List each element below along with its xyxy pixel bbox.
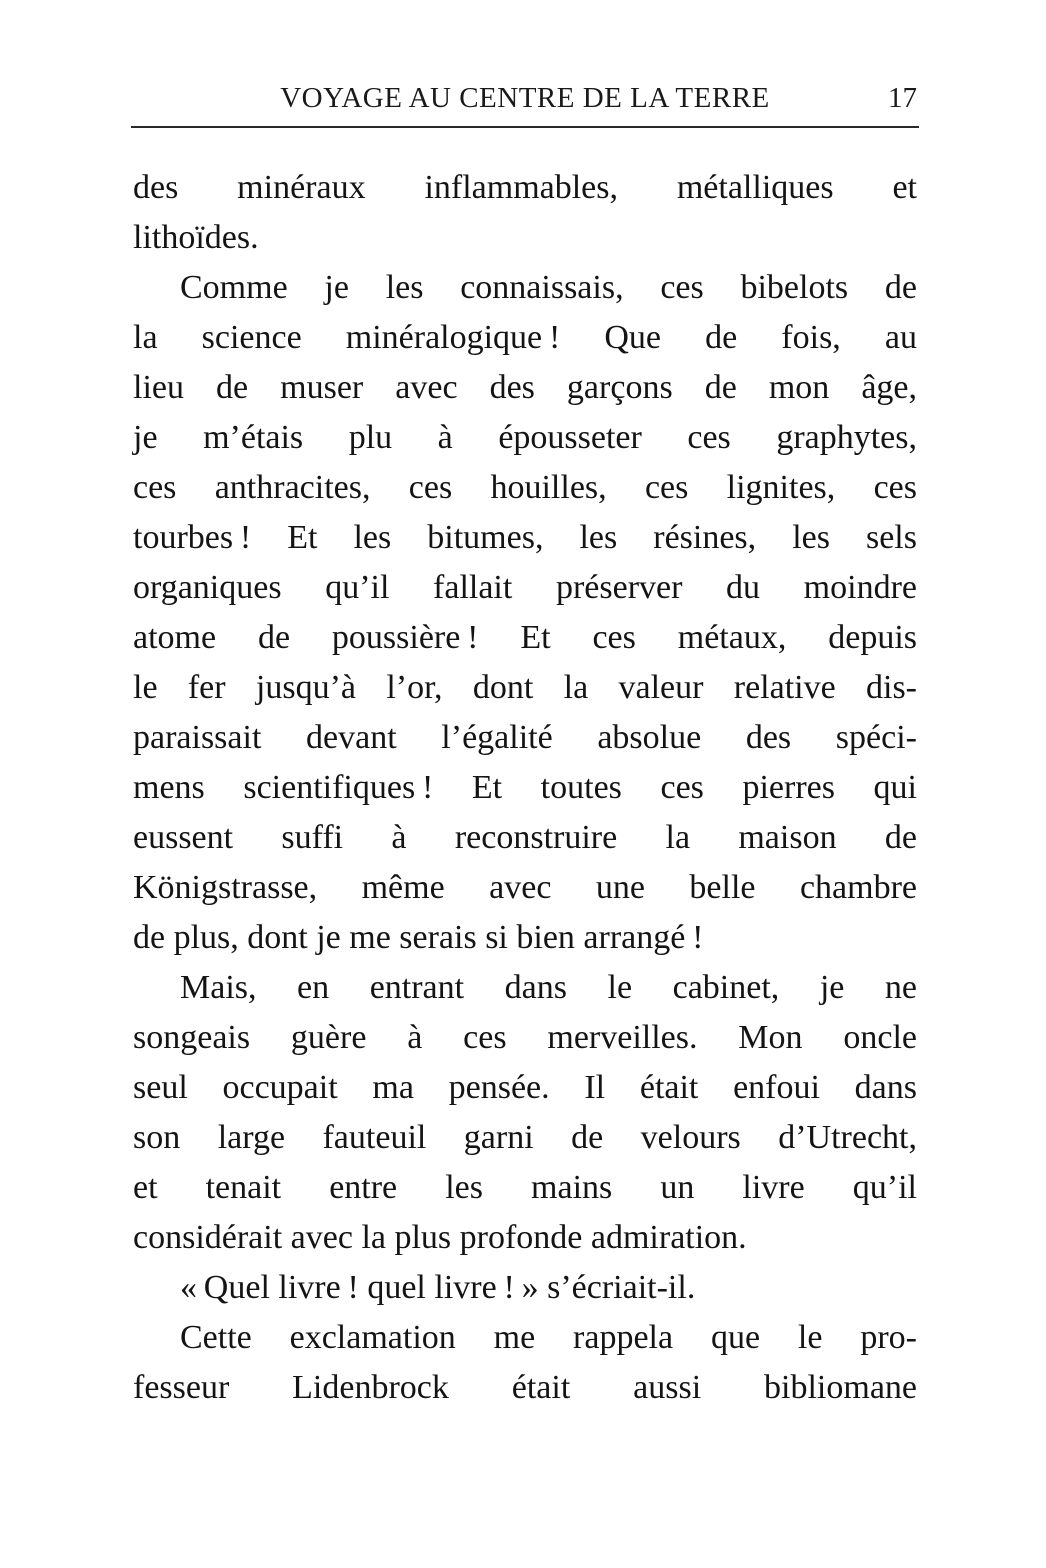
text-line: le fer jusqu’à l’or, dont la valeur relative dis- [133,669,917,706]
text-line: tourbes ! Et les bitumes, les résines, les sels [133,519,917,556]
text-line: son large fauteuil garni de velours d’Utrecht, [133,1119,917,1156]
running-header [133,82,917,120]
text-line: lithoïdes. [133,219,259,256]
text-line: des minéraux inflammables, métalliques et [133,169,917,206]
text-line: je m’étais plu à épousseter ces graphytes, [133,419,917,456]
text-line: ces anthracites, ces houilles, ces lignites, ces [133,469,917,506]
text-line: et tenait entre les mains un livre qu’il [133,1169,917,1206]
page-number: 17 [888,82,917,114]
text-line: eussent suffi à reconstruire la maison de [133,819,917,856]
running-header-title: VOYAGE AU CENTRE DE LA TERRE [280,82,770,114]
text-line: Comme je les connaissais, ces bibelots de [180,269,917,306]
text-line: atome de poussière ! Et ces métaux, depuis [133,619,917,656]
text-line: lieu de muser avec des garçons de mon âge, [133,369,917,406]
text-line: seul occupait ma pensée. Il était enfoui dans [133,1069,917,1106]
text-line: Mais, en entrant dans le cabinet, je ne [180,969,917,1006]
text-line: mens scientifiques ! Et toutes ces pierres qui [133,769,917,806]
text-line: songeais guère à ces merveilles. Mon oncle [133,1019,917,1056]
text-line: Cette exclamation me rappela que le pro- [180,1319,917,1356]
text-line: la science minéralogique ! Que de fois, au [133,319,917,356]
text-line: organiques qu’il fallait préserver du moindre [133,569,917,606]
text-line: Königstrasse, même avec une belle chambre [133,869,917,906]
page-body [133,163,917,1413]
header-rule [131,126,919,128]
text-line: fesseur Lidenbrock était aussi bibliomane [133,1369,917,1406]
text-line: « Quel livre ! quel livre ! » s’écriait-il. [180,1269,696,1306]
text-line: de plus, dont je me serais si bien arrangé ! [133,919,704,956]
text-line: considérait avec la plus profonde admiration. [133,1219,747,1256]
text-line: paraissait devant l’égalité absolue des spéci- [133,719,917,756]
